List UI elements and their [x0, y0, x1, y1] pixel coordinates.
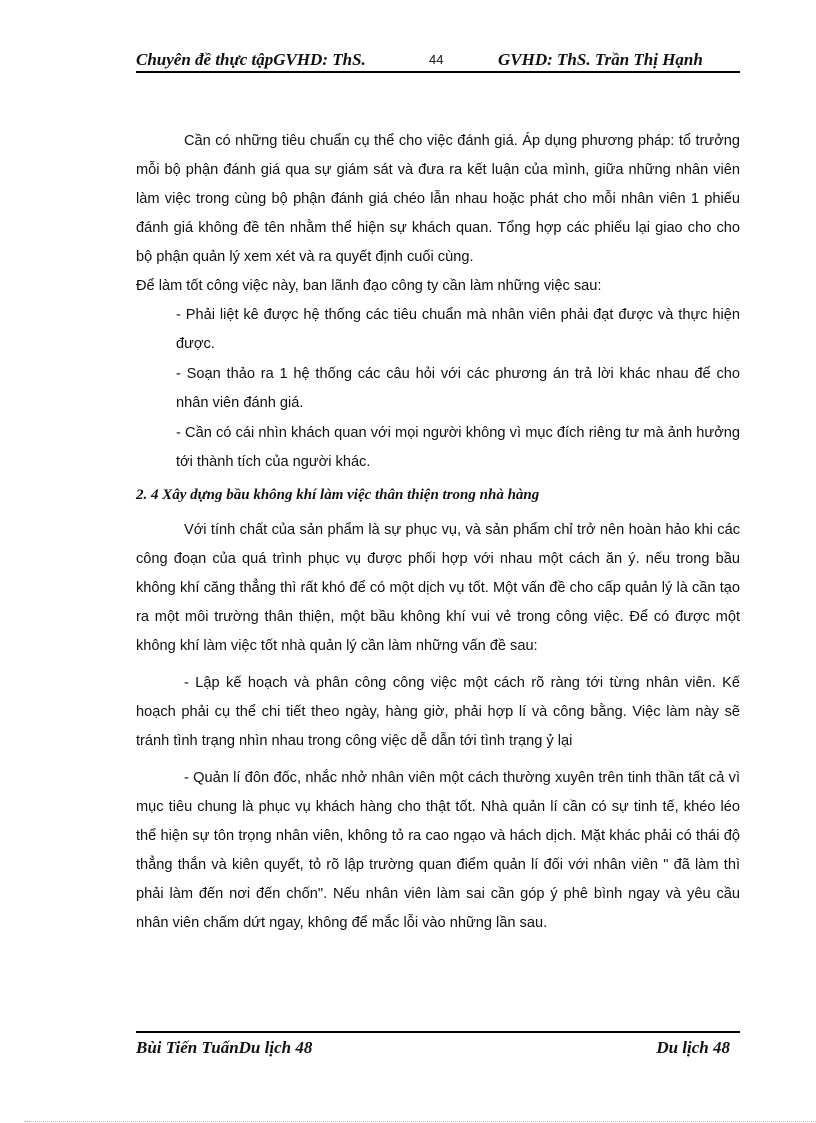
header-left-text: Chuyên đề thực tậpGVHD: ThS.	[136, 50, 366, 69]
paragraph-friendly-environment: Với tính chất của sản phẩm là sự phục vụ, và sản phẩm chỉ trở nên hoàn hảo khi các công đoạn của quá trình phục vụ được phối hợp với nhau một cách ăn ý. nếu trong bầu không khí căng thẳng thì rất khó để có một dịch vụ tốt. Một vấn đề cho cấp quản lý là cần tạo ra một môi trường thân thiện, một bầu không khí vui vẻ trong công việc. Để có được một không khí làm việc tốt nhà quản lý cần làm những vấn đề sau:	[136, 522, 740, 654]
footer-right-text: Du lịch 48	[656, 1038, 730, 1057]
document-body	[136, 127, 740, 938]
page-footer	[136, 1038, 740, 1060]
paragraph-supervision: - Quản lí đôn đốc, nhắc nhở nhân viên một cách thường xuyên trên tinh thần tất cả vì mục tiêu chung là phục vụ khách hàng cho thật tốt. Nhà quản lí cần có sự tinh tế, khéo léo thể hiện sự tôn trọng nhân viên, không tỏ ra cao ngạo và hách dịch. Mặt khác phải có thái độ thẳng thắn và kiên quyết, tỏ rõ lập trường quan điểm quản lí đối với nhân viên " đã làm thì phải làm đến nơi đến chốn". Nếu nhân viên làm sai cần góp ý phê bình ngay và yêu cầu nhân viên chấm dứt ngay, không để mắc lỗi vào những lần sau.	[136, 770, 740, 931]
paragraph-leadership-tasks: Để làm tốt công việc này, ban lãnh đạo công ty cần làm những việc sau:	[136, 278, 602, 294]
bullet-item: - Phải liệt kê được hệ thống các tiêu chuẩn mà nhân viên phải đạt được và thực hiện được.	[176, 307, 740, 352]
header-right-text: GVHD: ThS. Trần Thị Hạnh	[498, 50, 703, 69]
footer-left-text: Bùi Tiến TuấnDu lịch 48	[136, 1038, 313, 1057]
page-bottom-border	[24, 1121, 816, 1122]
section-heading: 2. 4 Xây dựng bầu không khí làm việc thân thiện trong nhà hàng	[136, 487, 540, 503]
page-number: 44	[429, 52, 444, 67]
footer-divider	[136, 1031, 740, 1033]
bullet-item: - Soạn thảo ra 1 hệ thống các câu hỏi với các phương án trả lời khác nhau để cho nhân viên đánh giá.	[176, 366, 740, 411]
page-header	[136, 50, 740, 72]
paragraph-planning: - Lập kế hoạch và phân công công việc một cách rõ ràng tới từng nhân viên. Kế hoạch phải cụ thể chi tiết theo ngày, hàng giờ, phải hợp lí và công bằng. Việc làm này sẽ tránh tình trạng nhìn nhau trong công việc dễ dẫn tới tình trạng ỷ lại	[136, 675, 740, 749]
paragraph-evaluation-criteria: Cần có những tiêu chuẩn cụ thể cho việc đánh giá. Áp dụng phương pháp: tổ trưởng mỗi bộ phận đánh giá qua sự giám sát và đưa ra kết luận của mình, giữa những nhân viên làm việc trong cùng bộ phận đánh giá chéo lẫn nhau hoặc phát cho mỗi nhân viên 1 phiếu đánh giá không đề tên nhằm thể hiện sự khách quan. Tổng hợp các phiếu lại giao cho cho bộ phận quản lý xem xét và ra quyết định cuối cùng.	[136, 133, 740, 265]
bullet-item: - Cần có cái nhìn khách quan với mọi người không vì mục đích riêng tư mà ảnh hưởng tới thành tích của người khác.	[176, 425, 740, 470]
header-divider	[136, 71, 740, 73]
